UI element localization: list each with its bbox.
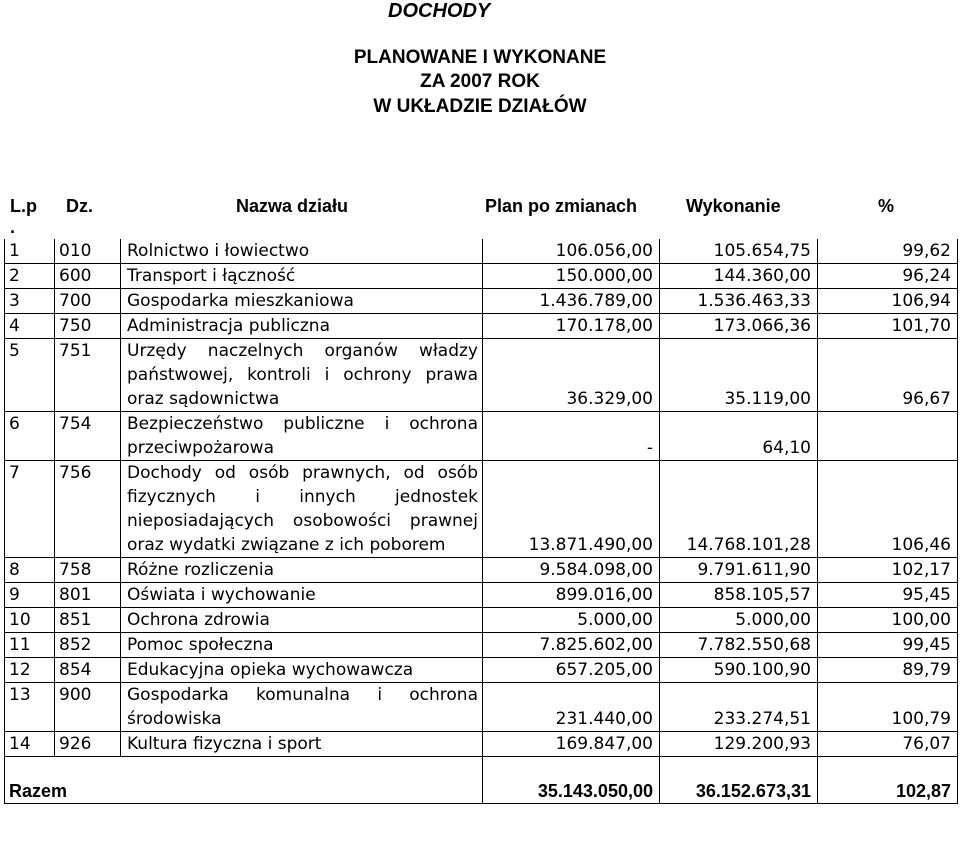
row-name: Bezpieczeństwo publiczne i ochrona przeciwpożarowa (121, 412, 483, 461)
row-wyk: 64,10 (660, 412, 818, 461)
row-wyk: 9.791.611,90 (660, 558, 818, 583)
subtitle-line-3: W UKŁADZIE DZIAŁÓW (373, 96, 587, 117)
row-lp: 8 (5, 558, 55, 583)
row-wyk: 105.654,75 (660, 239, 818, 264)
row-dz: 851 (55, 608, 121, 633)
table-row (5, 558, 958, 583)
table-row (5, 732, 958, 757)
row-wyk: 144.360,00 (660, 264, 818, 289)
table-row (5, 264, 958, 289)
table-row (5, 239, 958, 264)
total-wyk: 36.152.673,31 (660, 757, 818, 804)
row-wyk: 35.119,00 (660, 339, 818, 412)
budget-table (4, 239, 958, 804)
table-row (5, 583, 958, 608)
table-row (5, 658, 958, 683)
row-dz: 926 (55, 732, 121, 757)
total-row (5, 757, 958, 804)
table-row (5, 314, 958, 339)
row-name: Transport i łączność (121, 264, 483, 289)
row-plan: 13.871.490,00 (483, 461, 660, 558)
row-name: Dochody od osób prawnych, od osób fizycznych i innych jednostek nieposiadających osobowości prawnej oraz wydatki związane z ich poborem (121, 461, 483, 558)
row-dz: 900 (55, 683, 121, 732)
row-plan: 150.000,00 (483, 264, 660, 289)
row-lp: 2 (5, 264, 55, 289)
total-plan: 35.143.050,00 (483, 757, 660, 804)
row-lp: 14 (5, 732, 55, 757)
header-dz: Dz. (66, 196, 93, 216)
row-wyk: 7.782.550,68 (660, 633, 818, 658)
row-plan: 7.825.602,00 (483, 633, 660, 658)
header-lp: L.p (10, 196, 37, 216)
table-row (5, 339, 958, 412)
table-body (5, 239, 958, 804)
row-name: Administracja publiczna (121, 314, 483, 339)
subtitle-line-2: ZA 2007 ROK (420, 71, 540, 92)
total-pct: 102,87 (818, 757, 958, 804)
row-plan: 657.205,00 (483, 658, 660, 683)
row-lp: 6 (5, 412, 55, 461)
row-name: Gospodarka komunalna i ochrona środowiska (121, 683, 483, 732)
row-lp: 10 (5, 608, 55, 633)
row-plan: 106.056,00 (483, 239, 660, 264)
row-dz: 750 (55, 314, 121, 339)
row-plan: - (483, 412, 660, 461)
row-lp: 5 (5, 339, 55, 412)
table-row (5, 412, 958, 461)
row-dz: 758 (55, 558, 121, 583)
row-name: Różne rozliczenia (121, 558, 483, 583)
row-lp: 13 (5, 683, 55, 732)
row-wyk: 173.066,36 (660, 314, 818, 339)
row-dz: 700 (55, 289, 121, 314)
row-pct: 100,79 (818, 683, 958, 732)
row-name: Kultura fizyczna i sport (121, 732, 483, 757)
table-row (5, 461, 958, 558)
row-plan: 170.178,00 (483, 314, 660, 339)
row-dz: 010 (55, 239, 121, 264)
total-label: Razem (5, 757, 483, 804)
table-row (5, 289, 958, 314)
row-dz: 756 (55, 461, 121, 558)
row-pct: 102,17 (818, 558, 958, 583)
row-pct: 106,94 (818, 289, 958, 314)
header-plan: Plan po zmianach (485, 196, 638, 216)
document-title: DOCHODY (388, 0, 491, 22)
row-pct: 89,79 (818, 658, 958, 683)
row-wyk: 5.000,00 (660, 608, 818, 633)
row-lp: 12 (5, 658, 55, 683)
row-plan: 36.329,00 (483, 339, 660, 412)
row-wyk: 129.200,93 (660, 732, 818, 757)
header-lp-dot: . (10, 217, 16, 237)
row-name: Ochrona zdrowia (121, 608, 483, 633)
row-pct: 106,46 (818, 461, 958, 558)
row-pct: 96,24 (818, 264, 958, 289)
header-pct: % (878, 196, 895, 216)
row-wyk: 1.536.463,33 (660, 289, 818, 314)
row-lp: 3 (5, 289, 55, 314)
row-pct: 100,00 (818, 608, 958, 633)
row-lp: 11 (5, 633, 55, 658)
row-pct: 99,45 (818, 633, 958, 658)
row-pct: 101,70 (818, 314, 958, 339)
row-plan: 5.000,00 (483, 608, 660, 633)
subtitle-line-1: PLANOWANE I WYKONANE (353, 47, 607, 68)
row-wyk: 14.768.101,28 (660, 461, 818, 558)
row-dz: 600 (55, 264, 121, 289)
row-dz: 751 (55, 339, 121, 412)
row-name: Gospodarka mieszkaniowa (121, 289, 483, 314)
row-plan: 899.016,00 (483, 583, 660, 608)
row-lp: 9 (5, 583, 55, 608)
row-name: Edukacyjna opieka wychowawcza (121, 658, 483, 683)
header-name: Nazwa działu (236, 196, 349, 216)
row-plan: 169.847,00 (483, 732, 660, 757)
row-wyk: 233.274,51 (660, 683, 818, 732)
row-name: Rolnictwo i łowiectwo (121, 239, 483, 264)
table-row (5, 683, 958, 732)
row-wyk: 858.105,57 (660, 583, 818, 608)
row-name: Urzędy naczelnych organów władzy państwowej, kontroli i ochrony prawa oraz sądownictwa (121, 339, 483, 412)
row-pct: 95,45 (818, 583, 958, 608)
table-row (5, 633, 958, 658)
table-row (5, 608, 958, 633)
row-plan: 9.584.098,00 (483, 558, 660, 583)
row-pct: 76,07 (818, 732, 958, 757)
row-dz: 801 (55, 583, 121, 608)
row-lp: 4 (5, 314, 55, 339)
row-pct (818, 412, 958, 461)
row-name: Pomoc społeczna (121, 633, 483, 658)
row-plan: 1.436.789,00 (483, 289, 660, 314)
row-name: Oświata i wychowanie (121, 583, 483, 608)
row-dz: 754 (55, 412, 121, 461)
row-lp: 1 (5, 239, 55, 264)
row-dz: 854 (55, 658, 121, 683)
row-dz: 852 (55, 633, 121, 658)
row-pct: 96,67 (818, 339, 958, 412)
header-wyk: Wykonanie (686, 196, 781, 216)
row-lp: 7 (5, 461, 55, 558)
row-pct: 99,62 (818, 239, 958, 264)
row-wyk: 590.100,90 (660, 658, 818, 683)
row-plan: 231.440,00 (483, 683, 660, 732)
